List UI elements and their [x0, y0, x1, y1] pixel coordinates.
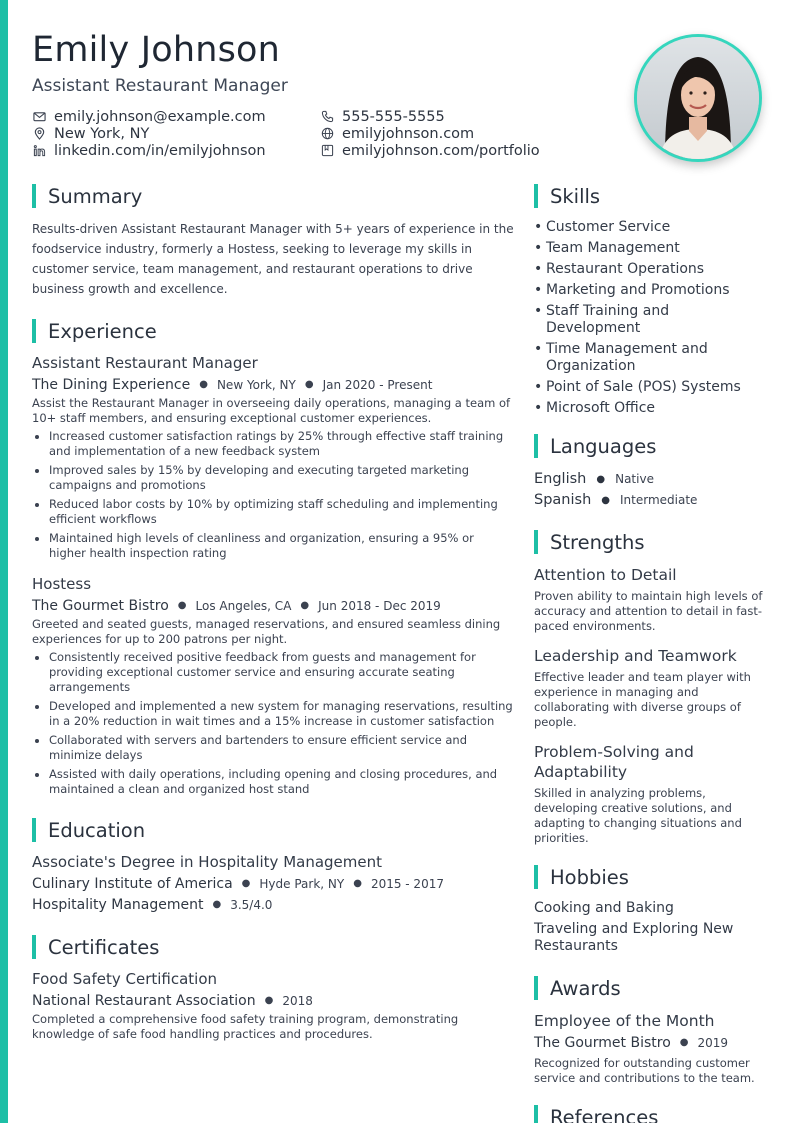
phone-icon [320, 110, 334, 124]
award-org: The Gourmet Bistro [534, 1035, 671, 1051]
contact-phone-text: 555-555-5555 [342, 108, 445, 125]
summary-section [32, 183, 514, 299]
list-item: Improved sales by 15% by developing and executing targeted marketing campaigns and promotions [32, 463, 514, 493]
strength-item [534, 565, 766, 634]
separator-dot: ● [601, 495, 610, 506]
strength-title: Attention to Detail [534, 566, 677, 584]
languages-heading [534, 433, 766, 459]
list-item: Developed and implemented a new system for managing reservations, resulting in a 20% reduction in wait times and a 15% increase in customer satisfaction [32, 699, 514, 729]
education-field-line [32, 896, 514, 914]
award-year: 2019 [697, 1036, 729, 1050]
section-accent-bar [534, 1105, 538, 1123]
experience-heading [32, 318, 514, 344]
separator-dot: ● [353, 878, 362, 889]
separator-dot: ● [300, 600, 310, 611]
candidate-name: Emily Johnson [32, 30, 281, 70]
job-company: The Dining Experience [32, 377, 191, 393]
skills-section [534, 183, 766, 417]
section-heading-text: Certificates [48, 935, 160, 959]
skill-item: • Microsoft Office [534, 400, 656, 416]
job-company: The Gourmet Bistro [32, 598, 169, 614]
language-name: English [534, 471, 587, 487]
awards-heading [534, 975, 766, 1001]
separator-dot: ● [596, 474, 606, 485]
section-heading-text: Summary [48, 184, 143, 208]
job-entry [32, 354, 514, 561]
education-dates: 2015 - 2017 [370, 877, 444, 891]
strength-title: Problem-Solving and Adaptability [534, 743, 694, 781]
gpa: 3.5/4.0 [230, 898, 273, 912]
skill-item: • Staff Training and Development [534, 303, 670, 336]
separator-dot: ● [212, 899, 222, 910]
separator-dot: ● [241, 878, 251, 889]
section-heading-text: Education [48, 818, 146, 842]
job-dates: Jan 2020 - Present [322, 378, 433, 392]
side-column [534, 183, 766, 1123]
section-accent-bar [32, 818, 36, 842]
job-meta [32, 376, 514, 394]
skill-item: • Team Management [534, 240, 680, 256]
hobby-item: Cooking and Baking [534, 900, 674, 916]
certificate-issuer: National Restaurant Association [32, 993, 256, 1009]
summary-heading [32, 183, 514, 209]
separator-dot: ● [304, 379, 314, 390]
section-accent-bar [534, 184, 538, 208]
skill-item: • Customer Service [534, 219, 671, 235]
awards-section [534, 975, 766, 1086]
hobbies-section [534, 864, 766, 955]
contact-location-text: New York, NY [54, 125, 150, 142]
education-meta [32, 875, 514, 893]
hobby-item: Traveling and Exploring New Restaurants [534, 921, 734, 954]
contact-email[interactable] [32, 108, 266, 125]
certificate-title: Food Safety Certification [32, 970, 218, 988]
list-item: Maintained high levels of cleanliness and organization, ensuring a 95% or higher health inspection rating [32, 531, 514, 561]
section-accent-bar [534, 434, 538, 458]
contact-email-text: emily.johnson@example.com [54, 108, 266, 125]
experience-section [32, 318, 514, 797]
job-title: Assistant Restaurant Manager [32, 354, 258, 372]
language-level: Intermediate [620, 493, 698, 507]
strength-description: Skilled in analyzing problems, developing creative solutions, and adapting to changing situations and priorities. [534, 786, 742, 845]
education-section [32, 817, 514, 914]
strengths-section [534, 529, 766, 846]
list-item: Assisted with daily operations, including opening and closing procedures, and maintained a clean and organized host stand [32, 767, 514, 797]
certificate-description: Completed a comprehensive food safety training program, demonstrating knowledge of safe food handling practices and procedures. [32, 1012, 459, 1041]
separator-dot: ● [199, 379, 208, 390]
contact-phone[interactable] [320, 108, 540, 125]
email-icon [32, 110, 46, 124]
section-heading-text: Experience [48, 319, 157, 343]
list-item: Collaborated with servers and bartenders to ensure efficient service and minimize delays [32, 733, 514, 763]
section-accent-bar [534, 865, 538, 889]
job-location: Los Angeles, CA [195, 599, 292, 613]
award-meta [534, 1034, 766, 1052]
strength-description: Effective leader and team player with experience in managing and collaborating with diverse groups of people. [534, 670, 751, 729]
degree-title: Associate's Degree in Hospitality Management [32, 853, 383, 871]
contact-website-text: emilyjohnson.com [342, 125, 475, 142]
contact-website[interactable] [320, 125, 540, 142]
main-column [32, 183, 514, 1042]
strengths-heading [534, 529, 766, 555]
accent-sidebar-bar [0, 0, 8, 1123]
separator-dot: ● [177, 600, 187, 611]
contact-list-left [32, 108, 266, 159]
contact-portfolio-text: emilyjohnson.com/portfolio [342, 142, 540, 159]
portfolio-icon [320, 144, 334, 158]
language-name: Spanish [534, 492, 592, 508]
strength-item [534, 646, 766, 730]
profile-photo [634, 34, 762, 162]
job-description: Greeted and seated guests, managed reservations, and ensured seamless dining experiences for up to 200 patrons per night. [32, 617, 501, 646]
section-accent-bar [534, 976, 538, 1000]
certificate-year: 2018 [282, 994, 313, 1008]
section-accent-bar [32, 319, 36, 343]
section-accent-bar [32, 184, 36, 208]
section-accent-bar [32, 935, 36, 959]
strength-item [534, 742, 766, 846]
location-icon [32, 127, 46, 141]
contact-linkedin-text: linkedin.com/in/emilyjohnson [54, 142, 266, 159]
list-item: Reduced labor costs by 10% by optimizing staff scheduling and implementing efficient workflows [32, 497, 514, 527]
section-heading-text: Skills [550, 184, 601, 208]
skills-heading [534, 183, 766, 209]
references-section [534, 1104, 766, 1123]
section-heading-text: Awards [550, 976, 621, 1000]
skill-item: • Time Management and Organization [534, 341, 708, 374]
separator-dot: ● [679, 1037, 689, 1048]
candidate-title: Assistant Restaurant Manager [32, 76, 288, 96]
section-heading-text: Strengths [550, 530, 645, 554]
list-item: Consistently received positive feedback from guests and management for providing exceptional customer service and ensuring accurate seating arrangements [32, 650, 514, 695]
language-item [534, 490, 766, 511]
award-title: Employee of the Month [534, 1012, 715, 1030]
strength-description: Proven ability to maintain high levels of accuracy and attention to detail in fast-paced environments. [534, 589, 763, 633]
school-location: Hyde Park, NY [259, 877, 345, 891]
contact-portfolio[interactable] [320, 142, 540, 159]
certificates-section [32, 934, 514, 1042]
award-description: Recognized for outstanding customer service and contributions to the team. [534, 1056, 755, 1085]
language-level: Native [615, 472, 654, 486]
references-heading [534, 1104, 766, 1123]
languages-section [534, 433, 766, 511]
skill-item: • Marketing and Promotions [534, 282, 730, 298]
job-title: Hostess [32, 575, 92, 593]
language-item [534, 469, 766, 490]
certificate-meta [32, 992, 514, 1010]
job-entry [32, 575, 514, 797]
skill-item: • Point of Sale (POS) Systems [534, 379, 741, 395]
section-heading-text: Languages [550, 434, 657, 458]
education-heading [32, 817, 514, 843]
job-location: New York, NY [216, 378, 296, 392]
job-meta [32, 597, 514, 615]
strength-title: Leadership and Teamwork [534, 647, 737, 665]
school-name: Culinary Institute of America [32, 876, 233, 892]
skill-item: • Restaurant Operations [534, 261, 705, 277]
section-heading-text: References [550, 1105, 659, 1123]
job-achievements [32, 650, 514, 797]
job-achievements [32, 429, 514, 561]
field-of-study: Hospitality Management [32, 897, 204, 913]
job-description: Assist the Restaurant Manager in overseeing daily operations, managing a team of 10+ staff members, and ensuring exceptional customer experiences. [32, 396, 511, 425]
hobbies-heading [534, 864, 766, 890]
separator-dot: ● [264, 995, 274, 1006]
section-heading-text: Hobbies [550, 865, 629, 889]
contact-location [32, 125, 266, 142]
contact-list-right [320, 108, 540, 159]
linkedin-icon [32, 144, 46, 158]
summary-text: Results-driven Assistant Restaurant Manager with 5+ years of experience in the foodservice industry, formerly a Hostess, seeking to leverage my skills in customer service, team management, and restaurant operations to drive business growth and excellence. [32, 222, 514, 296]
job-dates: Jun 2018 - Dec 2019 [318, 599, 441, 613]
list-item: Increased customer satisfaction ratings by 25% through effective staff training and implementation of a new feedback system [32, 429, 514, 459]
contact-linkedin[interactable] [32, 142, 266, 159]
globe-icon [320, 127, 334, 141]
section-accent-bar [534, 530, 538, 554]
certificates-heading [32, 934, 514, 960]
